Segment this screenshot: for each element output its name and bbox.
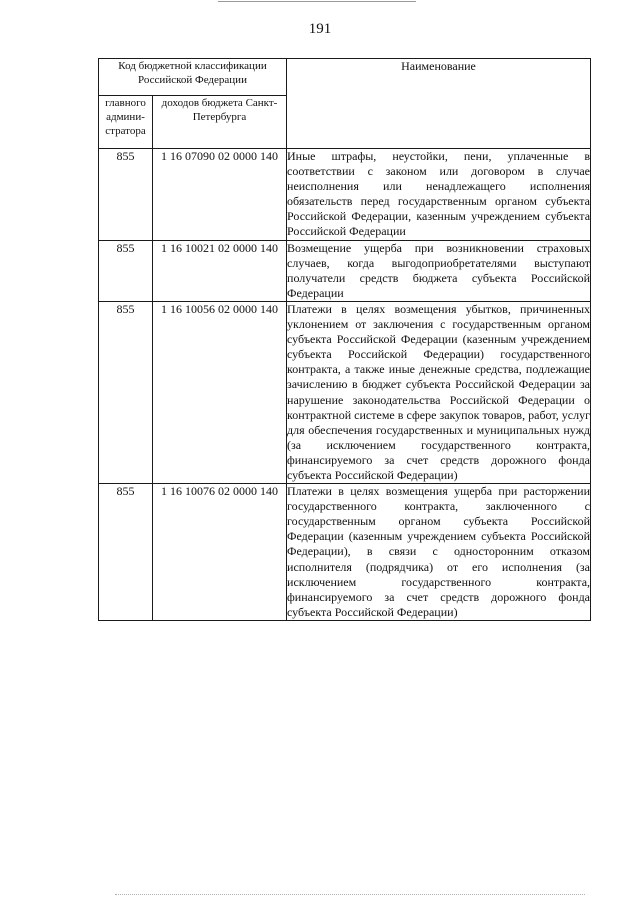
row-name: Платежи в целях возмещения убытков, причиненных уклонением от заключения с государственным органом субъекта Российской Федерации (казенным учреждением субъекта Российской Федерации) государственного контракта, а также иные денежные средства, подлежащие зачислению в бюджет субъекта Российской Федерации за нарушение законодательства Российской Федерации о контрактной системе в сфере закупок товаров, работ, услуг для обеспечения государственных и муниципальных нужд (за исключением государственного контракта, финансируемого за счет средств дорожного фонда субъекта Российской Федерации) [287, 301, 591, 482]
row-admin-code: 855 [99, 240, 153, 301]
row-revenue-code: 1 16 07090 02 0000 140 [153, 149, 287, 241]
row-admin-code: 855 [99, 301, 153, 483]
row-revenue-code: 1 16 10021 02 0000 140 [153, 240, 287, 301]
page-number: 191 [308, 21, 332, 37]
bottom-scan-marks [115, 894, 585, 899]
table-row [99, 240, 591, 301]
row-admin-code: 855 [99, 484, 153, 621]
top-scan-rule [218, 1, 416, 2]
table-row [99, 149, 591, 241]
row-name: Иные штрафы, неустойки, пени, уплаченные в соответствии с законом или договором в случае неисполнения или ненадлежащего исполнения обязательств перед государственным органом субъекта Российской Федерации, казенным учреждением субъекта Российской Федерации [287, 149, 591, 239]
budget-classification-table [98, 58, 591, 621]
row-revenue-code: 1 16 10056 02 0000 140 [153, 301, 287, 483]
row-name: Возмещение ущерба при возникновении страховых случаев, когда выгодоприобретателями выступают получатели средств бюджета субъекта Российской Федерации [287, 240, 591, 300]
row-admin-code: 855 [99, 149, 153, 241]
header-name: Наименование [287, 59, 591, 149]
header-code-group: Код бюджетной классификации Российской Федерации [99, 59, 287, 96]
row-revenue-code: 1 16 10076 02 0000 140 [153, 484, 287, 621]
table-row [99, 484, 591, 621]
table-row [99, 301, 591, 483]
row-name: Платежи в целях возмещения ущерба при расторжении государственного контракта, заключенного с государственным органом субъекта Российской Федерации (казенным учреждением субъекта Российской Федерации), в связи с односторонним отказом исполнителя (подрядчика) от его исполнения (за исключением государственного контракта, финансируемого за счет средств дорожного фонда субъекта Российской Федерации) [287, 484, 591, 619]
header-revenue: доходов бюджета Санкт-Петербурга [153, 96, 287, 149]
header-admin: главного админи-стратора [99, 96, 153, 149]
